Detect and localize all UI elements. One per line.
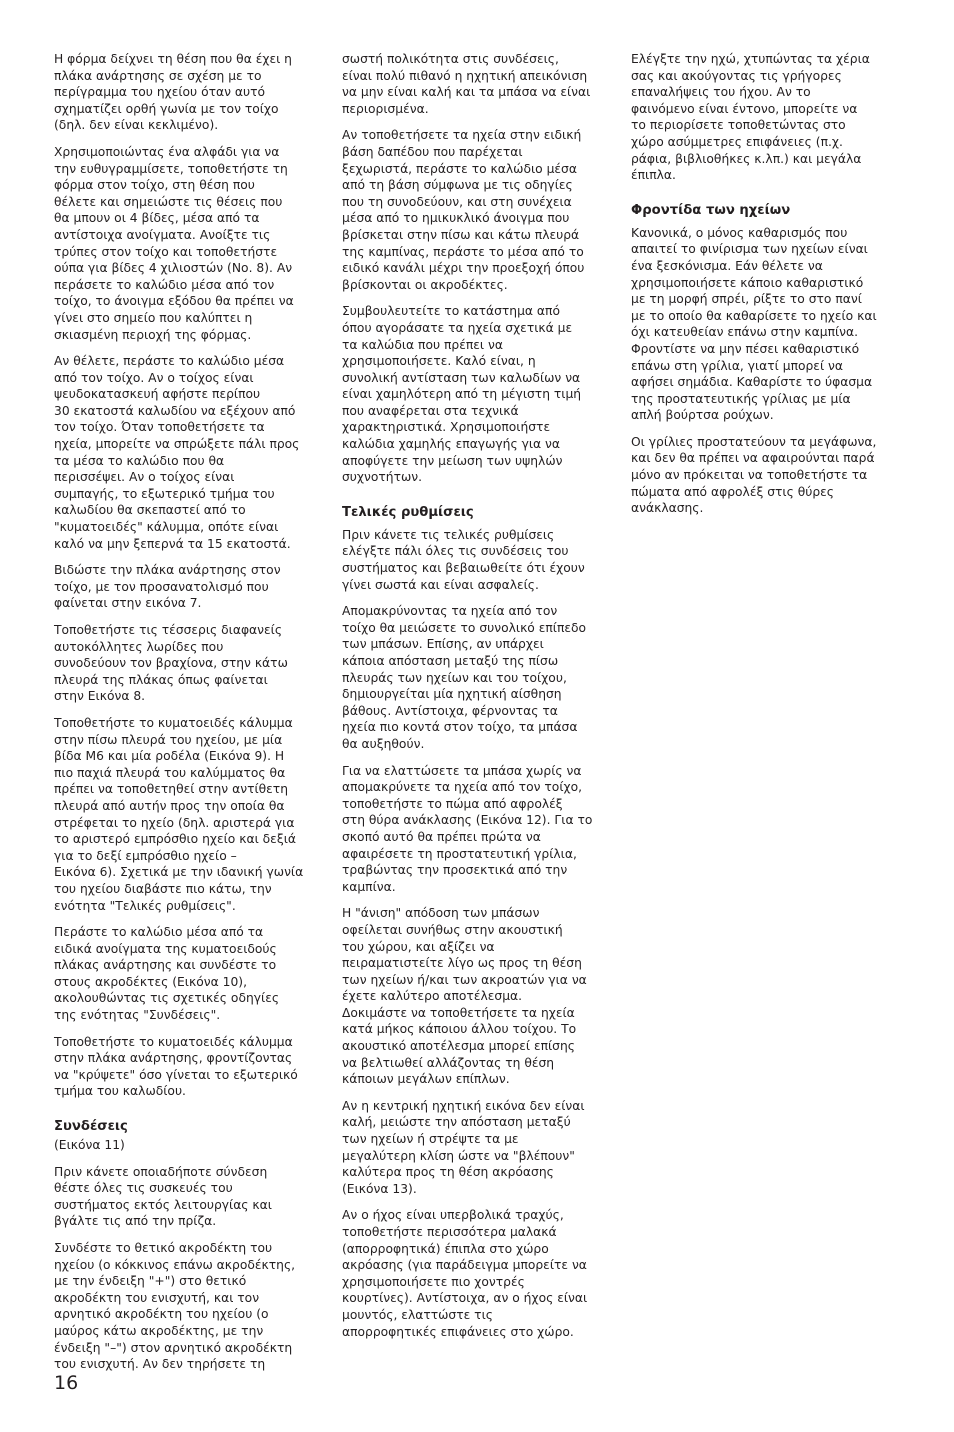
paragraph: σωστή πολικότητα στις συνδέσεις, είναι πολύ πιθανό η ηχητική απεικόνιση να μην είναι καλή και τα μπάσα να είναι περιορισμένα.: [342, 52, 591, 116]
paragraph: Κανονικά, ο μόνος καθαρισμός που απαιτεί το φινίρισμα των ηχείων είναι ένα ξεσκόνισμα. Εάν θέλετε να χρησιμοποιήσετε κάποιο καθαριστικό με τη μορφή σπρέι, ρίξτε το στο πανί με το οποίο θα καθαρίσετε το ηχείο και όχι κατευθείαν επάνω στην καμπίνα. Φροντίστε να μην πέσει καθαριστικό επάνω στη γρίλια, γιατί μπορεί να αφήσει σημάδια. Καθαρίστε το ύφασμα της προστατευτικής γρίλιας με μία απλή βούρτσα ρούχων.: [631, 225, 877, 423]
paragraph: Αν η κεντρική ηχητική εικόνα δεν είναι καλή, μειώστε την απόσταση μεταξύ των ηχείων ή στρέψτε τα με μεγαλύτερη κλίση ώστε να "βλέπουν" καλύτερα προς τη θέση ακρόασης (Εικόνα 13).: [342, 1098, 585, 1196]
section-heading-speaker-care: Φροντίδα των ηχείων: [631, 202, 791, 218]
paragraph: Τοποθετήστε το κυματοειδές κάλυμμα στην πίσω πλευρά του ηχείου, με μία βίδα Μ6 και μία ροδέλα (Εικόνα 9). Η πιο παχιά πλευρά του καλύμματος θα πρέπει να τοποθετηθεί στην αντίθετη πλευρά από αυτήν προς την οποία θα στρέφεται το ηχείο (δηλ. αριστερά για το αριστερό εμπρόσθιο ηχείο και δεξιά για το δεξί εμπρόσθιο ηχείο – Εικόνα 6). Σχετικά με την ιδανική γωνία του ηχείου διαβάστε πιο κάτω, την ενότητα "Τελικές ρυθμίσεις".: [54, 715, 304, 913]
paragraph: Πριν κάνετε τις τελικές ρυθμίσεις ελέγξτε πάλι όλες τις συνδέσεις του συστήματος και βεβαιωθείτε ότι έχουν γίνει σωστά και είναι ασφαλείς.: [342, 527, 585, 592]
paragraph: Πριν κάνετε οποιαδήποτε σύνδεση θέστε όλες τις συσκευές του συστήματος εκτός λειτουργίας και βγάλτε τις από την πρίζα.: [54, 1164, 272, 1229]
text-column-right: [631, 51, 906, 527]
section-heading-connections: Συνδέσεις: [54, 1119, 128, 1135]
paragraph: Η φόρμα δείχνει τη θέση που θα έχει η πλάκα ανάρτησης σε σχέση με το περίγραμμα του ηχείου όταν αυτό σχηματίζει ορθή γωνία με τον τοίχο (δηλ. δεν είναι κεκλιμένο).: [54, 52, 292, 133]
page-number: 16: [54, 1372, 79, 1394]
paragraph: Για να ελαττώσετε τα μπάσα χωρίς να απομακρύνετε τα ηχεία από τον τοίχο, τοποθετήστε το πώμα από αφρολέξ στη θύρα ανάκλασης (Εικόνα 12). Για το σκοπό αυτό θα πρέπει πρώτα να αφαιρέσετε τη προστατευτική γρίλια, τραβώντας την προσεκτικά από την καμπίνα.: [342, 763, 593, 894]
paragraph: Η "άνιση" απόδοση των μπάσων οφείλεται συνήθως στην ακουστική του χώρου, και αξίζει να πειραματιστείτε λίγο ως προς τη θέση των ηχείων ή/και των ακροατών για να έχετε καλύτερο αποτέλεσμα. Δοκιμάστε να τοποθετήσετε τα ηχεία κατά μήκος κάποιου άλλου τοίχου. Το ακουστικό αποτέλεσμα μπορεί επίσης να βελτιωθεί αλλάζοντας τη θέση κάποιων μεγάλων επίπλων.: [342, 906, 587, 1087]
figure-reference: (Εικόνα 11): [54, 1138, 125, 1153]
text-column-left: [54, 51, 326, 1383]
paragraph: Οι γρίλιες προστατεύουν τα μεγάφωνα, και δεν θα πρέπει να αφαιρούνται παρά μόνο αν πρόκειται να τοποθετήστε τα πώματα από αφρολέξ στις θύρες ανάκλασης.: [631, 434, 877, 516]
paragraph: Βιδώστε την πλάκα ανάρτησης στον τοίχο, με τον προσανατολισμό που φαίνεται στην εικόνα 7.: [54, 563, 281, 611]
paragraph: Συνδέστε το θετικό ακροδέκτη του ηχείου (ο κόκκινος επάνω ακροδέκτης, με την ένδειξη "+") στο θετικό ακροδέκτη του ενισχυτή, και τον αρνητικό ακροδέκτη του ηχείου (ο μαύρος κάτω ακροδέκτης, με την ένδειξη "–") στον αρνητικό ακροδέκτη του ενισχυτή. Αν δεν τηρήσετε τη: [54, 1241, 296, 1372]
paragraph: Αν ο ήχος είναι υπερβολικά τραχύς, τοποθετήστε περισσότερα μαλακά (απορροφητικά) έπιπλα στο χώρο ακρόασης (για παράδειγμα μπορείτε να χρησιμοποιήσετε πιο χοντρές κουρτίνες). Αντίστοιχα, αν ο ήχος είναι μουντός, ελαττώστε τις απορροφητικές επιφάνειες στο χώρο.: [342, 1208, 588, 1339]
paragraph: Ελέγξτε την ηχώ, χτυπώντας τα χέρια σας και ακούγοντας τις γρήγορες επαναλήψεις του ήχου. Αν το φαινόμενο είναι έντονο, μπορείτε να το περιορίσετε τοποθετώντας στο χώρο ασύμμετρες επιφάνειες (π.χ. ράφια, βιβλιοθήκες κ.λπ.) και μεγάλα έπιπλα.: [631, 52, 870, 183]
text-column-middle: [342, 51, 617, 1350]
section-heading-final-adjustments: Τελικές ρυθμίσεις: [342, 504, 474, 520]
paragraph: Συμβουλευτείτε το κατάστημα από όπου αγοράσατε τα ηχεία σχετικά με τα καλώδια που πρέπει να χρησιμοποιήσετε. Καλό είναι, η συνολική αντίσταση των καλωδίων να είναι χαμηλότερη από τη μέγιστη τιμή που αναφέρεται στα τεχνικά χαρακτηριστικά. Χρησιμοποιήστε καλώδια χαμηλής επαγωγής για να αποφύγετε την μείωση των υψηλών συχνοτήτων.: [342, 304, 582, 485]
paragraph: Χρησιμοποιώντας ένα αλφάδι για να την ευθυγραμμίσετε, τοποθετήστε τη φόρμα στον τοίχο, στη θέση που θέλετε και σημειώστε τις θέσεις που θα μπουν οι 4 βίδες, μέσα από τα αντίστοιχα ανοίγματα. Ανοίξτε τις τρύπες στον τοίχο και τοποθετήστε ούπα για βίδες 4 χιλιοστών (Νο. 8). Αν περάσετε το καλώδιο μέσα από τον τοίχο, το άνοιγμα εξόδου θα πρέπει να γίνει στο σημείο που καλύπτει η σκιασμένη περιοχή της φόρμας.: [54, 144, 294, 342]
paragraph: Αν θέλετε, περάστε το καλώδιο μέσα από τον τοίχο. Αν ο τοίχος είναι ψευδοκατασκευή αφήστε περίπου 30 εκατοστά καλωδίου να εξέχουν από τον τοίχο. Όταν τοποθετήσετε τα ηχεία, μπορείτε να σπρώξετε πάλι προς τα μέσα το καλώδιο που θα περισσέψει. Αν ο τοίχος είναι συμπαγής, το εξωτερικό τμήμα του καλωδίου θα σκεπαστεί από το "κυματοειδές" κάλυμμα, οπότε είναι καλό να μην ξεπερνά τα 15 εκατοστά.: [54, 354, 300, 551]
paragraph: Απομακρύνοντας τα ηχεία από τον τοίχο θα μειώσετε το συνολικό επίπεδο των μπάσων. Επίσης, αν υπάρχει κάποια απόσταση μεταξύ της πίσω πλευράς των ηχείων και του τοίχου, δημιουργείται μία ηχητική αίσθηση βάθους. Αντίστοιχα, φέρνοντας τα ηχεία πιο κοντά στον τοίχο, τα μπάσα θα αυξηθούν.: [342, 604, 587, 751]
paragraph: Αν τοποθετήσετε τα ηχεία στην ειδική βάση δαπέδου που παρέχεται ξεχωριστά, περάστε το καλώδιο μέσα από τη βάση σύμφωνα με τις οδηγίες που τη συνοδεύουν, και στη συνέχεια μέσα από το ημικυκλικό άνοιγμα που βρίσκεται στην πίσω και κάτω πλευρά της καμπίνας, περάστε το μέσα από το ειδικό κανάλι μέχρι την προεξοχή όπου βρίσκονται οι ακροδέκτες.: [342, 128, 585, 292]
paragraph: Τοποθετήστε τις τέσσερις διαφανείς αυτοκόλλητες λωρίδες που συνοδεύουν τον βραχίονα, στην κάτω πλευρά της πλάκας όπως φαίνεται στην Εικόνα 8.: [54, 623, 288, 704]
paragraph: Τοποθετήστε το κυματοειδές κάλυμμα στην πλάκα ανάρτησης, φροντίζοντας να "κρύψετε" όσο γίνεται το εξωτερικό τμήμα του καλωδίου.: [54, 1034, 298, 1099]
paragraph: Περάστε το καλώδιο μέσα από τα ειδικά ανοίγματα της κυματοειδούς πλάκας ανάρτησης και συνδέστε το στους ακροδέκτες (Εικόνα 10), ακολουθώντας τις σχετικές οδηγίες της ενότητας "Συνδέσεις".: [54, 925, 280, 1023]
